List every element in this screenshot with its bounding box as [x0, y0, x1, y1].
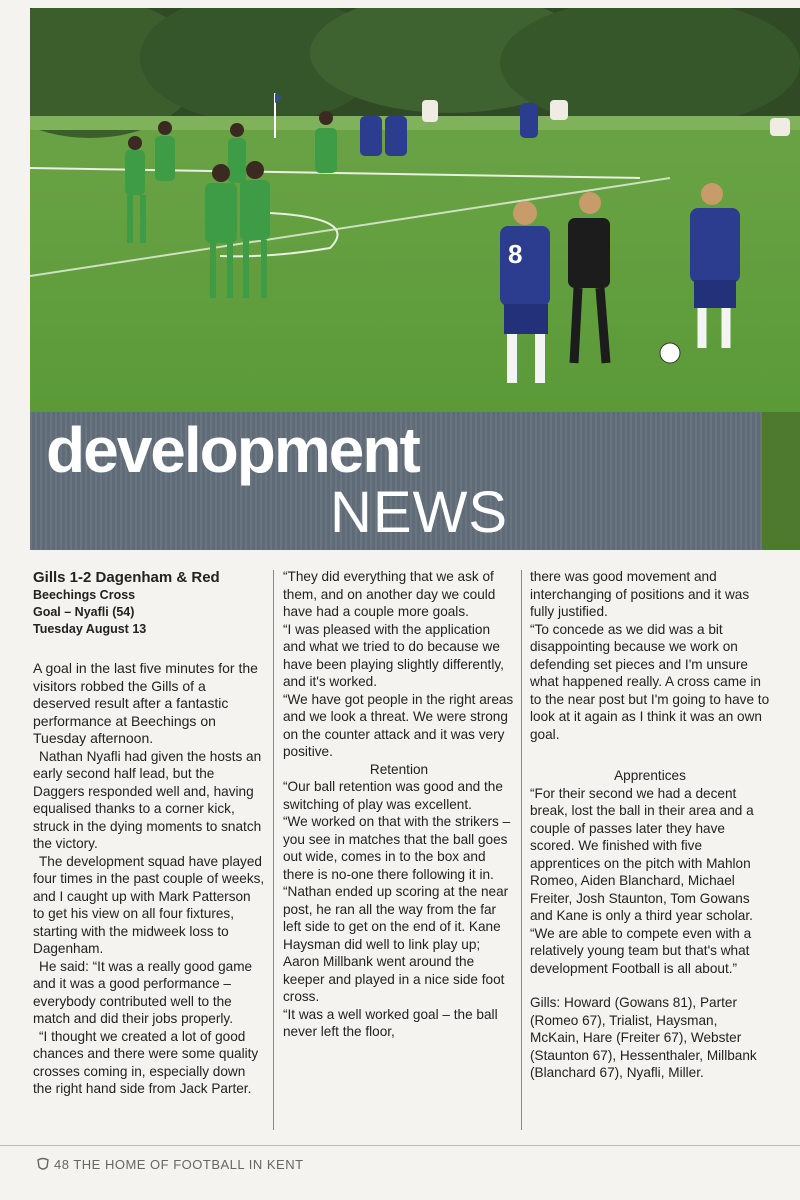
banner-title-news: NEWS — [330, 480, 508, 545]
paragraph: “Our ball retention was good and the switching of play was excellent. — [283, 779, 503, 812]
lineup-label: Gills: — [530, 995, 561, 1010]
paragraph: “For their second we had a decent break, lost the ball in their area and a couple of passes later they have scored. We finished with five apprentices on the pitch with Mahlon Romeo, Aiden Blanchard, Michael Freiter, Josh Staunton, Tom Gowans and Kane is only a third year scholar. — [530, 785, 754, 923]
article-column-3 — [530, 568, 770, 1082]
column-divider — [521, 570, 522, 1130]
article-goal: Goal – Nyafli (54) — [33, 605, 135, 619]
paragraph: “I was pleased with the application and what we tried to do because we have been playing slightly differently, and it's worked. — [283, 621, 504, 689]
section-banner — [30, 412, 800, 550]
paragraph: “We have got people in the right areas and we look a threat. We were strong on the counter attack and it was very positive. — [283, 691, 514, 759]
paragraph: there was good movement and interchanging of positions and it was fully justified. — [530, 569, 750, 619]
subheading-retention: Retention — [369, 761, 429, 777]
banner-photo-edge — [762, 412, 800, 550]
paragraph: Nathan Nyafli had given the hosts an early second half lead, but the Daggers responded well and, having equalised thanks to a corner kick, struck in the dying moments to snatch the victory. — [33, 748, 262, 851]
paragraph: He said: “It was a really good game and it was a good performance – everybody contributed well to the match and did their jobs properly. — [33, 958, 253, 1026]
footer-rule — [0, 1145, 800, 1146]
svg-text:8: 8 — [508, 239, 523, 269]
paragraph: “It was a well worked goal – the ball never left the floor, — [283, 1006, 498, 1039]
match-photo — [30, 8, 800, 416]
paragraph: A goal in the last five minutes for the visitors robbed the Gills of a deserved result after a fantastic performance at Beechings on Tuesday afternoon. — [33, 660, 258, 746]
paragraph: “We are able to compete even with a relatively young team but that's what development Football is all about.” — [530, 925, 752, 976]
lineup — [530, 994, 770, 1082]
article-column-2 — [283, 568, 515, 1041]
paragraph: “To concede as we did was a bit disappointing because we work on defending set pieces and I'm unsure what happened really. A cross came in to the near post but I'm going to have to look at it again as I think it was an own goal. — [530, 621, 770, 742]
paragraph: “Nathan ended up scoring at the near post, he ran all the way from the far left side to get on the end of it. Kane Haysman did well to link play up; Aaron Millbank went around the keeper and played in a nice side foot cross. — [283, 884, 509, 1004]
banner-title-development: development — [46, 414, 419, 486]
article-venue: Beechings Cross — [33, 588, 136, 602]
club-logo-icon — [36, 1157, 50, 1171]
football-pitch-image — [30, 8, 800, 416]
paragraph: “They did everything that we ask of them, and on another day we could have had a couple more goals. — [283, 569, 496, 619]
page-footer — [36, 1157, 304, 1172]
article-date: Tuesday August 13 — [33, 622, 147, 636]
column-divider — [273, 570, 274, 1130]
article-column-1 — [33, 568, 265, 1098]
footer-text: 48 THE HOME OF FOOTBALL IN KENT — [54, 1157, 304, 1172]
lineup-players: Howard (Gowans 81), Parter (Romeo 67), Trialist, Haysman, McKain, Hare (Freiter 67), Webster (Staunton 67), Hessenthaler, Millbank (Blanchard 67), Nyafli, Miller. — [530, 995, 757, 1080]
subheading-apprentices: Apprentices — [614, 768, 686, 783]
article-title: Gills 1-2 Dagenham & Red — [33, 569, 220, 586]
paragraph: The development squad have played four times in the past couple of weeks, and I caught up with Mark Patterson to get his view on all four fixtures, starting with the midweek loss to Dagenham. — [33, 853, 265, 956]
paragraph: “I thought we created a lot of good chances and there were some quality crosses coming in, especially down the right hand side from Jack Parter. — [33, 1028, 259, 1096]
paragraph: “We worked on that with the strikers – you see in matches that the ball goes out wide, comes in to the box and there is no-one there following it in. — [283, 814, 511, 882]
